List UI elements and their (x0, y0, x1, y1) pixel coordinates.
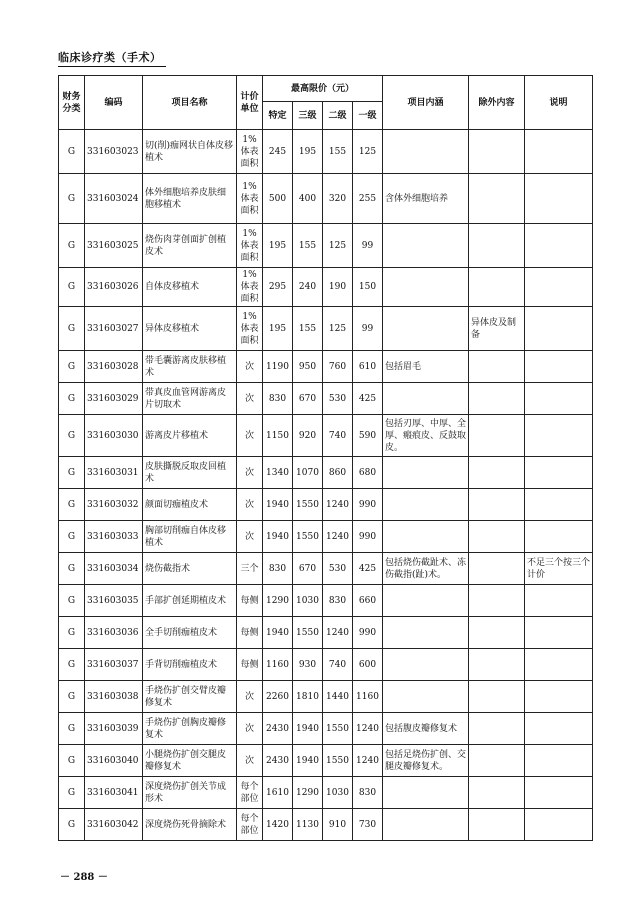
name-cell: 异体皮移植术 (143, 307, 237, 351)
name-cell: 胸部切削痂自体皮移植术 (143, 521, 237, 553)
price-special-cell: 1160 (263, 649, 293, 681)
code-cell: 331603027 (85, 307, 143, 351)
exclusion-cell (469, 457, 525, 489)
price-grade2-cell: 125 (323, 224, 353, 268)
price-grade3-cell: 1550 (293, 521, 323, 553)
category-cell: G (59, 174, 85, 224)
price-special-cell: 830 (263, 553, 293, 585)
unit-cell: 每个部位 (237, 777, 263, 809)
note-cell (525, 415, 593, 457)
code-cell: 331603037 (85, 649, 143, 681)
table-body (59, 130, 593, 841)
price-grade3-cell: 1290 (293, 777, 323, 809)
note-cell (525, 489, 593, 521)
unit-cell: 次 (237, 457, 263, 489)
content-cell (383, 307, 469, 351)
price-grade2-cell: 860 (323, 457, 353, 489)
content-cell: 含体外细胞培养 (383, 174, 469, 224)
table-row (59, 521, 593, 553)
unit-cell: 每侧 (237, 617, 263, 649)
exclusion-cell (469, 777, 525, 809)
col-header-grade1: 一级 (353, 102, 383, 130)
col-header-code: 编码 (85, 76, 143, 130)
name-cell: 烧伤截指术 (143, 553, 237, 585)
price-special-cell: 195 (263, 307, 293, 351)
category-cell: G (59, 457, 85, 489)
note-cell (525, 224, 593, 268)
name-cell: 带真皮血管网游离皮片切取术 (143, 383, 237, 415)
unit-cell: 1%体表面积 (237, 224, 263, 268)
name-cell: 烧伤肉芽创面扩创植皮术 (143, 224, 237, 268)
col-header-content: 项目内涵 (383, 76, 469, 130)
price-grade1-cell: 600 (353, 649, 383, 681)
exclusion-cell (469, 489, 525, 521)
code-cell: 331603039 (85, 713, 143, 745)
category-cell: G (59, 307, 85, 351)
note-cell (525, 745, 593, 777)
price-special-cell: 500 (263, 174, 293, 224)
table-row (59, 617, 593, 649)
table-row (59, 777, 593, 809)
name-cell: 自体皮移植术 (143, 268, 237, 307)
price-special-cell: 2430 (263, 745, 293, 777)
content-cell (383, 809, 469, 841)
name-cell: 手烧伤扩创交臂皮瓣修复术 (143, 681, 237, 713)
note-cell (525, 681, 593, 713)
category-cell: G (59, 489, 85, 521)
name-cell: 小腿烧伤扩创交腿皮瓣修复术 (143, 745, 237, 777)
price-grade2-cell: 740 (323, 649, 353, 681)
name-cell: 体外细胞培养皮肤细胞移植术 (143, 174, 237, 224)
exclusion-cell (469, 681, 525, 713)
note-cell (525, 130, 593, 174)
price-grade2-cell: 1550 (323, 745, 353, 777)
unit-cell: 次 (237, 489, 263, 521)
code-cell: 331603035 (85, 585, 143, 617)
exclusion-cell (469, 553, 525, 585)
price-grade2-cell: 1550 (323, 713, 353, 745)
table-row (59, 174, 593, 224)
unit-cell: 次 (237, 383, 263, 415)
price-grade3-cell: 195 (293, 130, 323, 174)
price-grade1-cell: 425 (353, 553, 383, 585)
price-grade3-cell: 400 (293, 174, 323, 224)
price-grade2-cell: 830 (323, 585, 353, 617)
price-grade3-cell: 1810 (293, 681, 323, 713)
unit-cell: 每侧 (237, 585, 263, 617)
page-number: － 288 － (60, 872, 108, 883)
exclusion-cell (469, 351, 525, 383)
price-grade1-cell: 150 (353, 268, 383, 307)
price-grade3-cell: 670 (293, 383, 323, 415)
price-grade2-cell: 530 (323, 383, 353, 415)
content-cell (383, 130, 469, 174)
price-grade1-cell: 99 (353, 307, 383, 351)
price-special-cell: 1340 (263, 457, 293, 489)
content-cell: 包括烧伤截趾术、冻伤截指(趾)术。 (383, 553, 469, 585)
price-special-cell: 1420 (263, 809, 293, 841)
price-special-cell: 1940 (263, 617, 293, 649)
price-grade2-cell: 1240 (323, 617, 353, 649)
name-cell: 皮肤撕脱反取皮回植术 (143, 457, 237, 489)
code-cell: 331603040 (85, 745, 143, 777)
col-header-special: 特定 (263, 102, 293, 130)
page-header-title: 临床诊疗类（手术） (58, 51, 162, 64)
content-cell (383, 457, 469, 489)
price-special-cell: 1290 (263, 585, 293, 617)
table-row (59, 130, 593, 174)
price-special-cell: 1610 (263, 777, 293, 809)
code-cell: 331603031 (85, 457, 143, 489)
note-cell (525, 649, 593, 681)
price-grade3-cell: 1030 (293, 585, 323, 617)
price-grade1-cell: 425 (353, 383, 383, 415)
code-cell: 331603038 (85, 681, 143, 713)
note-cell (525, 713, 593, 745)
col-header-category: 财务分类 (59, 76, 85, 130)
category-cell: G (59, 383, 85, 415)
table-row (59, 809, 593, 841)
price-grade3-cell: 155 (293, 224, 323, 268)
price-grade2-cell: 1440 (323, 681, 353, 713)
exclusion-cell (469, 383, 525, 415)
table-row (59, 351, 593, 383)
table-row (59, 649, 593, 681)
exclusion-cell (469, 268, 525, 307)
code-cell: 331603030 (85, 415, 143, 457)
table-row (59, 268, 593, 307)
content-cell (383, 649, 469, 681)
code-cell: 331603034 (85, 553, 143, 585)
note-cell (525, 777, 593, 809)
exclusion-cell (469, 809, 525, 841)
price-grade1-cell: 830 (353, 777, 383, 809)
exclusion-cell (469, 713, 525, 745)
price-special-cell: 195 (263, 224, 293, 268)
price-grade3-cell: 1550 (293, 489, 323, 521)
price-grade3-cell: 1070 (293, 457, 323, 489)
table-row (59, 457, 593, 489)
price-grade3-cell: 670 (293, 553, 323, 585)
name-cell: 手背切削痂植皮术 (143, 649, 237, 681)
price-grade3-cell: 930 (293, 649, 323, 681)
category-cell: G (59, 809, 85, 841)
price-special-cell: 1940 (263, 489, 293, 521)
content-cell (383, 681, 469, 713)
price-grade1-cell: 1240 (353, 713, 383, 745)
price-grade1-cell: 990 (353, 489, 383, 521)
exclusion-cell (469, 745, 525, 777)
table-row (59, 585, 593, 617)
category-cell: G (59, 521, 85, 553)
content-cell (383, 585, 469, 617)
price-grade1-cell: 610 (353, 351, 383, 383)
col-header-grade2: 二级 (323, 102, 353, 130)
price-special-cell: 1190 (263, 351, 293, 383)
price-grade1-cell: 1160 (353, 681, 383, 713)
code-cell: 331603029 (85, 383, 143, 415)
name-cell: 手部扩创延期植皮术 (143, 585, 237, 617)
col-header-note: 说明 (525, 76, 593, 130)
unit-cell: 次 (237, 713, 263, 745)
unit-cell: 1%体表面积 (237, 174, 263, 224)
unit-cell: 次 (237, 415, 263, 457)
exclusion-cell: 异体皮及制备 (469, 307, 525, 351)
content-cell (383, 268, 469, 307)
price-grade1-cell: 660 (353, 585, 383, 617)
price-special-cell: 1940 (263, 521, 293, 553)
table-row (59, 713, 593, 745)
price-grade3-cell: 1130 (293, 809, 323, 841)
note-cell (525, 351, 593, 383)
content-cell: 包括足烧伤扩创、交腿皮瓣修复术。 (383, 745, 469, 777)
note-cell (525, 585, 593, 617)
exclusion-cell (469, 617, 525, 649)
content-cell: 包括腹皮瓣修复术 (383, 713, 469, 745)
price-grade3-cell: 155 (293, 307, 323, 351)
name-cell: 游离皮片移植术 (143, 415, 237, 457)
exclusion-cell (469, 415, 525, 457)
price-grade1-cell: 730 (353, 809, 383, 841)
name-cell: 手烧伤扩创胸皮瓣修复术 (143, 713, 237, 745)
price-grade2-cell: 1030 (323, 777, 353, 809)
category-cell: G (59, 415, 85, 457)
col-header-unit: 计价单位 (237, 76, 263, 130)
category-cell: G (59, 268, 85, 307)
price-grade3-cell: 1940 (293, 713, 323, 745)
price-grade2-cell: 1240 (323, 489, 353, 521)
price-special-cell: 1150 (263, 415, 293, 457)
price-grade1-cell: 680 (353, 457, 383, 489)
content-cell (383, 224, 469, 268)
unit-cell: 三个 (237, 553, 263, 585)
note-cell (525, 174, 593, 224)
category-cell: G (59, 777, 85, 809)
price-grade1-cell: 125 (353, 130, 383, 174)
unit-cell: 每侧 (237, 649, 263, 681)
exclusion-cell (469, 224, 525, 268)
price-special-cell: 245 (263, 130, 293, 174)
name-cell: 深度烧伤死骨摘除术 (143, 809, 237, 841)
unit-cell: 次 (237, 745, 263, 777)
category-cell: G (59, 745, 85, 777)
code-cell: 331603036 (85, 617, 143, 649)
name-cell: 切(削)痂网状自体皮移植术 (143, 130, 237, 174)
price-grade3-cell: 1940 (293, 745, 323, 777)
price-grade1-cell: 255 (353, 174, 383, 224)
note-cell (525, 457, 593, 489)
content-cell (383, 489, 469, 521)
code-cell: 331603024 (85, 174, 143, 224)
col-header-price-group: 最高限价（元） (263, 76, 383, 102)
exclusion-cell (469, 174, 525, 224)
table-row (59, 489, 593, 521)
price-grade1-cell: 1240 (353, 745, 383, 777)
category-cell: G (59, 585, 85, 617)
price-grade2-cell: 740 (323, 415, 353, 457)
content-cell (383, 777, 469, 809)
content-cell (383, 521, 469, 553)
name-cell: 深度烧伤扩创关节成形术 (143, 777, 237, 809)
price-grade2-cell: 1240 (323, 521, 353, 553)
exclusion-cell (469, 649, 525, 681)
category-cell: G (59, 649, 85, 681)
unit-cell: 次 (237, 681, 263, 713)
note-cell (525, 307, 593, 351)
unit-cell: 1%体表面积 (237, 307, 263, 351)
table-row (59, 307, 593, 351)
category-cell: G (59, 553, 85, 585)
name-cell: 颜面切痂植皮术 (143, 489, 237, 521)
price-special-cell: 295 (263, 268, 293, 307)
exclusion-cell (469, 585, 525, 617)
category-cell: G (59, 351, 85, 383)
note-cell: 不足三个按三个计价 (525, 553, 593, 585)
category-cell: G (59, 130, 85, 174)
code-cell: 331603032 (85, 489, 143, 521)
price-grade3-cell: 950 (293, 351, 323, 383)
name-cell: 带毛囊游离皮肤移植术 (143, 351, 237, 383)
col-header-name: 项目名称 (143, 76, 237, 130)
code-cell: 331603041 (85, 777, 143, 809)
price-grade2-cell: 190 (323, 268, 353, 307)
note-cell (525, 809, 593, 841)
price-grade2-cell: 155 (323, 130, 353, 174)
note-cell (525, 521, 593, 553)
price-table (58, 75, 593, 841)
col-header-grade3: 三级 (293, 102, 323, 130)
table-row (59, 553, 593, 585)
table-row (59, 681, 593, 713)
content-cell: 包括刃厚、中厚、全厚、瘢痕皮、反鼓取皮。 (383, 415, 469, 457)
note-cell (525, 383, 593, 415)
table-row (59, 224, 593, 268)
name-cell: 全手切削痂植皮术 (143, 617, 237, 649)
note-cell (525, 268, 593, 307)
unit-cell: 1%体表面积 (237, 268, 263, 307)
price-grade2-cell: 320 (323, 174, 353, 224)
unit-cell: 次 (237, 351, 263, 383)
code-cell: 331603028 (85, 351, 143, 383)
table-row (59, 415, 593, 457)
price-special-cell: 2430 (263, 713, 293, 745)
price-grade3-cell: 920 (293, 415, 323, 457)
content-cell: 包括眉毛 (383, 351, 469, 383)
price-grade2-cell: 125 (323, 307, 353, 351)
category-cell: G (59, 617, 85, 649)
code-cell: 331603023 (85, 130, 143, 174)
price-special-cell: 830 (263, 383, 293, 415)
col-header-exclusion: 除外内容 (469, 76, 525, 130)
price-grade3-cell: 240 (293, 268, 323, 307)
price-grade1-cell: 990 (353, 521, 383, 553)
unit-cell: 次 (237, 521, 263, 553)
price-special-cell: 2260 (263, 681, 293, 713)
exclusion-cell (469, 521, 525, 553)
price-grade3-cell: 1550 (293, 617, 323, 649)
price-grade2-cell: 530 (323, 553, 353, 585)
header-underline (58, 66, 166, 67)
category-cell: G (59, 224, 85, 268)
content-cell (383, 617, 469, 649)
unit-cell: 1%体表面积 (237, 130, 263, 174)
exclusion-cell (469, 130, 525, 174)
note-cell (525, 617, 593, 649)
content-cell (383, 383, 469, 415)
category-cell: G (59, 681, 85, 713)
price-grade1-cell: 99 (353, 224, 383, 268)
code-cell: 331603033 (85, 521, 143, 553)
table-row (59, 383, 593, 415)
price-grade2-cell: 760 (323, 351, 353, 383)
price-grade2-cell: 910 (323, 809, 353, 841)
code-cell: 331603042 (85, 809, 143, 841)
price-grade1-cell: 990 (353, 617, 383, 649)
code-cell: 331603025 (85, 224, 143, 268)
price-grade1-cell: 590 (353, 415, 383, 457)
unit-cell: 每个部位 (237, 809, 263, 841)
table-row (59, 745, 593, 777)
code-cell: 331603026 (85, 268, 143, 307)
category-cell: G (59, 713, 85, 745)
